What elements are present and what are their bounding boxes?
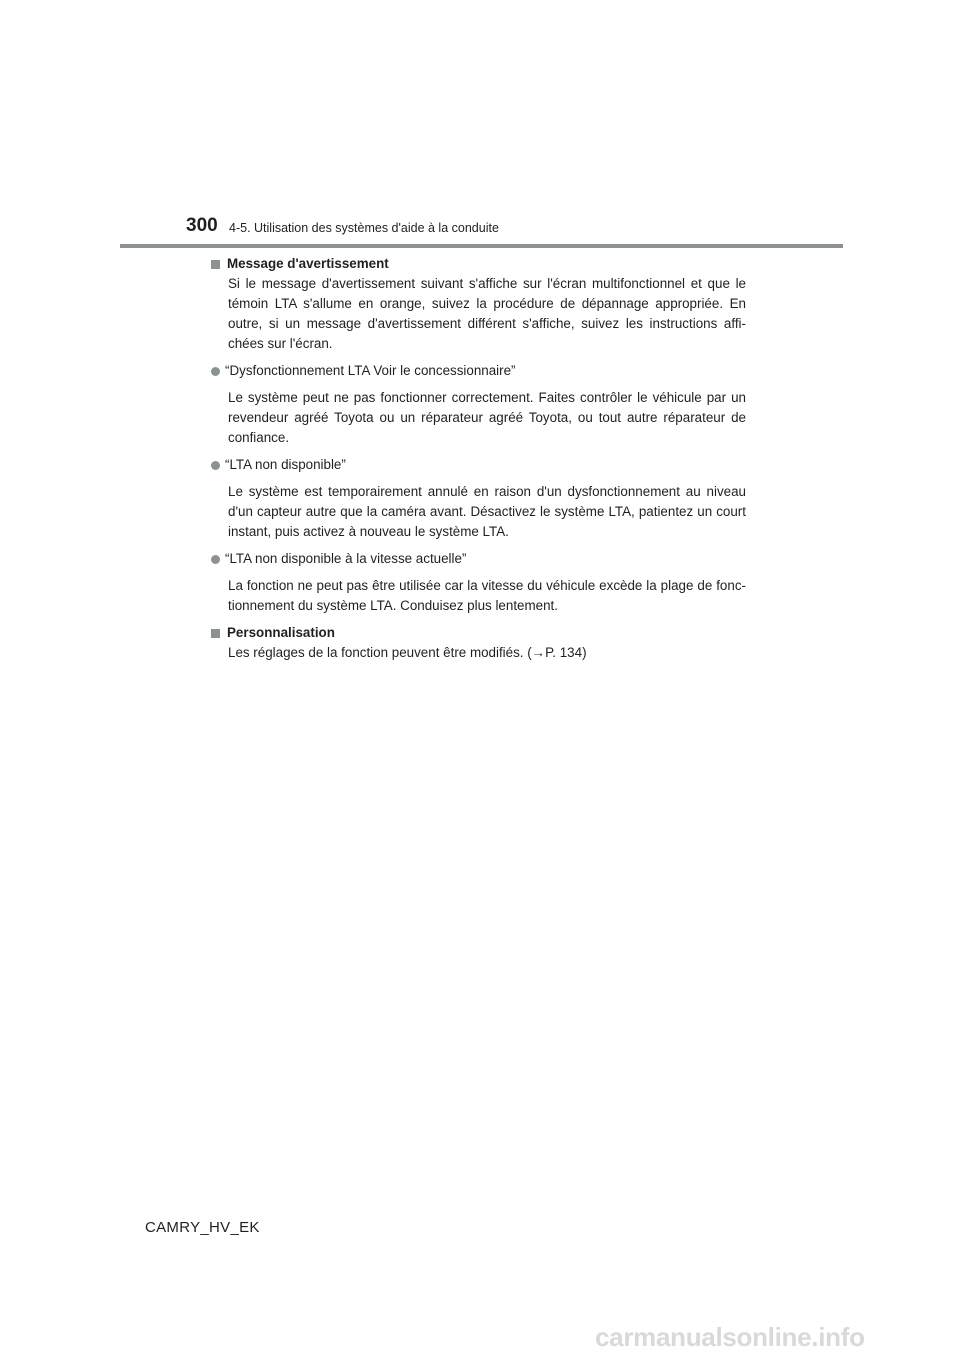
warning-heading [211, 254, 746, 274]
bullet-text: La fonction ne peut pas être utilisée car la vitesse du véhicule excède la plage de fonc-tionnement du système LTA. Conduisez plus lentement. [228, 578, 746, 613]
watermark-logo: carmanualsonline.info [595, 1322, 865, 1352]
square-bullet-icon [211, 260, 220, 269]
warning-heading-text: Message d'avertissement [227, 256, 389, 271]
bullet-title: “LTA non disponible à la vitesse actuelle” [225, 551, 467, 566]
section-title: 4-5. Utilisation des systèmes d'aide à la conduite [229, 221, 499, 235]
page-number: 300 [186, 215, 218, 236]
customization-text: Les réglages de la fonction peuvent être modifiés. (→P. 134) [228, 645, 587, 660]
customization-heading-text: Personnalisation [227, 625, 335, 640]
bullet-title: “Dysfonctionnement LTA Voir le concessionnaire” [225, 363, 516, 378]
page-content [211, 254, 746, 663]
bullet-title: “LTA non disponible” [225, 457, 346, 472]
square-bullet-icon [211, 629, 220, 638]
bullet-item [211, 455, 746, 475]
bullet-text: Le système est temporairement annulé en raison d'un dysfonctionnement au niveau d'un capteur autre que la caméra avant. Désactivez le système LTA, patientez un court instant, puis activez à nouveau le système LTA. [228, 484, 746, 539]
bullet-item [211, 549, 746, 569]
header-rule [120, 244, 843, 248]
circle-bullet-icon [211, 555, 220, 564]
bullet-text: Le système peut ne pas fonctionner correctement. Faites contrôler le véhicule par un revendeur agréé Toyota ou un réparateur agréé Toyota, ou tout autre réparateur de confiance. [228, 390, 746, 445]
circle-bullet-icon [211, 367, 220, 376]
warning-intro: Si le message d'avertissement suivant s'affiche sur l'écran multifonctionnel et que le témoin LTA s'allume en orange, suivez la procédure de dépannage appropriée. En outre, si un message d'avertissement différent s'affiche, suivez les instructions affi-chées sur l'écran. [228, 276, 746, 351]
document-code: CAMRY_HV_EK [145, 1219, 260, 1236]
bullet-item [211, 361, 746, 381]
circle-bullet-icon [211, 461, 220, 470]
customization-heading [211, 623, 746, 643]
